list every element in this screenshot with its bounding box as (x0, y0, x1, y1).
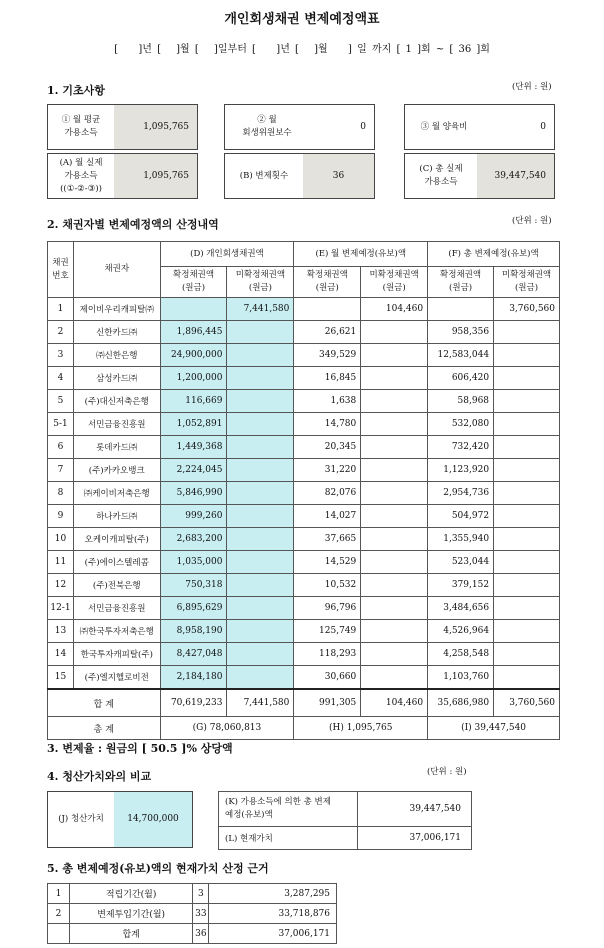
row-no: 12 (48, 574, 74, 597)
row-d2 (227, 620, 294, 643)
liquidation-box (47, 791, 193, 848)
row-creditor: ㈜한국투자저축은행 (73, 620, 160, 643)
table-row (48, 298, 560, 321)
row-d1: 999,260 (160, 505, 227, 528)
row-e2 (361, 436, 428, 459)
section2-title: 2. 채권자별 변제예정액의 산정내역 (47, 218, 219, 231)
row-e2 (361, 620, 428, 643)
row-f2 (494, 643, 560, 666)
row-f2 (494, 597, 560, 620)
basis-table (47, 883, 337, 944)
row-f1: 2,954,736 (428, 482, 494, 505)
basis-no (48, 924, 70, 944)
section1-unit: (단위 : 원) (512, 82, 552, 92)
row-e1: 125,749 (294, 620, 361, 643)
row-creditor: 삼성카드㈜ (73, 367, 160, 390)
row-e2 (361, 413, 428, 436)
table-row (48, 620, 560, 643)
row-no: 12-1 (48, 597, 74, 620)
header-creditor: 채권자 (73, 242, 160, 298)
row-no: 5 (48, 390, 74, 413)
total-value: 39,447,540 (477, 154, 554, 198)
total-label: (C) 총 실제 가용소득 (419, 164, 463, 187)
row-creditor: 오케이캐피탈(주) (73, 528, 160, 551)
basis-label: 변제투입기간(월) (69, 904, 192, 924)
basis-value: 3,287,295 (209, 884, 337, 904)
row-no: 10 (48, 528, 74, 551)
row-e1: 14,027 (294, 505, 361, 528)
row-d1: 116,669 (160, 390, 227, 413)
row-f1: 4,258,548 (428, 643, 494, 666)
row-creditor: 하나카드㈜ (73, 505, 160, 528)
header-e-confirmed: 확정채권액 (원금) (294, 267, 361, 298)
basis-no: 1 (48, 884, 70, 904)
row-d1: 2,184,180 (160, 666, 227, 690)
row-d1: 8,958,190 (160, 620, 227, 643)
table-row (48, 505, 560, 528)
sum-f1: 35,686,980 (428, 689, 494, 717)
row-creditor: (주)전북은행 (73, 574, 160, 597)
count-box (224, 153, 375, 199)
sum-label: 합 계 (48, 689, 161, 717)
sum-d2: 7,441,580 (227, 689, 294, 717)
row-creditor: 서민금융진흥원 (73, 413, 160, 436)
basis-label: 적립기간(월) (69, 884, 192, 904)
row-e1: 82,076 (294, 482, 361, 505)
page-title: 개인회생채권 변제예정액표 (224, 12, 380, 27)
row-creditor: (주)엘지헬로비전 (73, 666, 160, 690)
header-e-unconfirmed: 미확정채권액 (원금) (361, 267, 428, 298)
row-creditor: 한국투자캐피탈(주) (73, 643, 160, 666)
row-f2 (494, 620, 560, 643)
row-f2 (494, 344, 560, 367)
row-no: 9 (48, 505, 74, 528)
row-e1: 349,529 (294, 344, 361, 367)
row-e2 (361, 321, 428, 344)
row-d1: 2,224,045 (160, 459, 227, 482)
child-label: ③ 월 양육비 (420, 121, 468, 132)
header-f-confirmed: 확정채권액 (원금) (428, 267, 494, 298)
row-d1: 2,683,200 (160, 528, 227, 551)
row-f1: 379,152 (428, 574, 494, 597)
row-no: 5-1 (48, 413, 74, 436)
table-row (48, 459, 560, 482)
row-f2 (494, 528, 560, 551)
reimb-label: ② 월 회생위원보수 (242, 115, 292, 138)
row-e1: 16,845 (294, 367, 361, 390)
basis-months: 3 (193, 884, 209, 904)
row-d2 (227, 643, 294, 666)
row-f1: 1,103,760 (428, 666, 494, 690)
k-label: (K) 가용소득에 의한 총 변제 예정(유보)액 (219, 792, 358, 827)
basis-months: 36 (193, 924, 209, 944)
count-value: 36 (303, 154, 374, 198)
table-row (48, 321, 560, 344)
header-d-unconfirmed: 미확정채권액 (원금) (227, 267, 294, 298)
row-d1: 5,846,990 (160, 482, 227, 505)
row-f1: 3,484,656 (428, 597, 494, 620)
row-f2 (494, 482, 560, 505)
row-d1: 6,895,629 (160, 597, 227, 620)
reimb-box (224, 104, 375, 150)
row-e1: 37,665 (294, 528, 361, 551)
row-e2 (361, 551, 428, 574)
table-row (48, 528, 560, 551)
row-e1: 20,345 (294, 436, 361, 459)
section3-title: 3. 변제율 : 원금의 [ 50.5 ]% 상당액 (47, 742, 233, 755)
row-f1: 4,526,964 (428, 620, 494, 643)
row-no: 2 (48, 321, 74, 344)
row-f2 (494, 666, 560, 690)
row-d2 (227, 505, 294, 528)
income-label: ① 월 평균 가용소득 (61, 115, 101, 138)
row-d1: 1,052,891 (160, 413, 227, 436)
section4-unit: (단위 : 원) (427, 767, 467, 777)
row-no: 8 (48, 482, 74, 505)
section4-title: 4. 청산가치와의 비교 (47, 770, 152, 783)
row-creditor: (주)에이스텔레콤 (73, 551, 160, 574)
count-label: (B) 변제횟수 (239, 170, 289, 181)
table-row (48, 367, 560, 390)
row-d2 (227, 482, 294, 505)
row-e1: 14,780 (294, 413, 361, 436)
row-no: 4 (48, 367, 74, 390)
total-box (404, 153, 555, 199)
basis-row (48, 884, 337, 904)
row-no: 13 (48, 620, 74, 643)
row-f1: 504,972 (428, 505, 494, 528)
row-creditor: ㈜케이비저축은행 (73, 482, 160, 505)
row-d2 (227, 321, 294, 344)
table-row (48, 597, 560, 620)
row-creditor: 롯데카드㈜ (73, 436, 160, 459)
row-f2 (494, 390, 560, 413)
liquidation-value: 14,700,000 (114, 792, 192, 847)
header-no: 채권 번호 (48, 242, 74, 298)
row-d2 (227, 413, 294, 436)
row-e1: 31,220 (294, 459, 361, 482)
actual-value: 1,095,765 (114, 154, 197, 198)
row-e1: 26,621 (294, 321, 361, 344)
k-value: 39,447,540 (358, 792, 472, 827)
row-e1 (294, 298, 361, 321)
row-f1: 1,123,920 (428, 459, 494, 482)
row-d2 (227, 367, 294, 390)
row-no: 3 (48, 344, 74, 367)
row-no: 6 (48, 436, 74, 459)
row-e2 (361, 390, 428, 413)
total-i: (I) 39,447,540 (428, 717, 560, 740)
table-row (48, 344, 560, 367)
row-d2 (227, 551, 294, 574)
period-line: [ ]년 [ ]월 [ ]일부터 [ ]년 [ ]월 ] 일 까지 [ 1 ]회 ~ [ 36 ]회 (114, 44, 490, 55)
row-creditor: ㈜신한은행 (73, 344, 160, 367)
table-row (48, 413, 560, 436)
row-e2 (361, 597, 428, 620)
row-creditor: (주)대신저축은행 (73, 390, 160, 413)
row-e2 (361, 505, 428, 528)
row-f1: 532,080 (428, 413, 494, 436)
row-creditor: 서민금융진흥원 (73, 597, 160, 620)
row-f2 (494, 436, 560, 459)
row-f1 (428, 298, 494, 321)
basis-row (48, 924, 337, 944)
row-e2 (361, 643, 428, 666)
table-row (48, 436, 560, 459)
basis-value: 33,718,876 (209, 904, 337, 924)
row-e1: 96,796 (294, 597, 361, 620)
row-f1: 523,044 (428, 551, 494, 574)
table-row (48, 666, 560, 690)
row-d2 (227, 528, 294, 551)
row-e2 (361, 482, 428, 505)
row-e1: 14,529 (294, 551, 361, 574)
row-f1: 958,356 (428, 321, 494, 344)
section2-unit: (단위 : 원) (512, 216, 552, 226)
basis-no: 2 (48, 904, 70, 924)
row-f1: 58,968 (428, 390, 494, 413)
section5-title: 5. 총 변제예정(유보)액의 현재가치 산정 근거 (47, 862, 269, 875)
header-d-confirmed: 확정채권액 (원금) (160, 267, 227, 298)
table-row (48, 574, 560, 597)
row-e1: 30,660 (294, 666, 361, 690)
row-e2 (361, 528, 428, 551)
row-f1: 1,355,940 (428, 528, 494, 551)
l-value: 37,006,171 (358, 827, 472, 850)
income-box (47, 104, 198, 150)
row-creditor: 제이비우리캐피탈㈜ (73, 298, 160, 321)
total-g: (G) 78,060,813 (160, 717, 294, 740)
row-creditor: 신한카드㈜ (73, 321, 160, 344)
basis-months: 33 (193, 904, 209, 924)
row-f2 (494, 551, 560, 574)
sum-d1: 70,619,233 (160, 689, 227, 717)
child-box (404, 104, 555, 150)
total-label: 총 계 (48, 717, 161, 740)
liquidation-label: (J) 청산가치 (58, 814, 104, 824)
section1-title: 1. 기초사항 (47, 84, 105, 97)
basis-label: 합계 (69, 924, 192, 944)
row-d1: 1,449,368 (160, 436, 227, 459)
table-row (48, 643, 560, 666)
row-creditor: (주)카카오뱅크 (73, 459, 160, 482)
row-e1: 118,293 (294, 643, 361, 666)
row-e2 (361, 459, 428, 482)
row-no: 1 (48, 298, 74, 321)
total-h: (H) 1,095,765 (294, 717, 428, 740)
present-value-table (218, 791, 472, 850)
row-no: 11 (48, 551, 74, 574)
table-row (48, 551, 560, 574)
child-value: 0 (540, 122, 546, 132)
row-e2 (361, 666, 428, 690)
table-row (48, 482, 560, 505)
row-e2: 104,460 (361, 298, 428, 321)
row-f2 (494, 574, 560, 597)
row-e2 (361, 344, 428, 367)
header-f: (F) 총 변제예정(유보)액 (428, 242, 560, 267)
header-f-unconfirmed: 미확정채권액 (원금) (494, 267, 560, 298)
actual-label: (A) 월 실제 가용소득 ((①-②-③)) (59, 157, 103, 194)
row-d1 (160, 298, 227, 321)
actual-box (47, 153, 198, 199)
row-d2 (227, 574, 294, 597)
row-f2 (494, 413, 560, 436)
row-d2: 7,441,580 (227, 298, 294, 321)
row-d2 (227, 390, 294, 413)
row-f2 (494, 367, 560, 390)
row-f2 (494, 459, 560, 482)
row-f2 (494, 321, 560, 344)
row-e1: 10,532 (294, 574, 361, 597)
row-no: 15 (48, 666, 74, 690)
sum-e2: 104,460 (361, 689, 428, 717)
reimb-value: 0 (360, 122, 366, 132)
row-f1: 732,420 (428, 436, 494, 459)
row-d1: 1,035,000 (160, 551, 227, 574)
row-d2 (227, 597, 294, 620)
row-e1: 1,638 (294, 390, 361, 413)
row-d1: 8,427,048 (160, 643, 227, 666)
row-e2 (361, 367, 428, 390)
row-d2 (227, 436, 294, 459)
row-d1: 750,318 (160, 574, 227, 597)
row-f2 (494, 505, 560, 528)
header-d: (D) 개인회생채권액 (160, 242, 294, 267)
row-d1: 1,896,445 (160, 321, 227, 344)
row-no: 7 (48, 459, 74, 482)
sum-e1: 991,305 (294, 689, 361, 717)
row-e2 (361, 574, 428, 597)
row-d1: 24,900,000 (160, 344, 227, 367)
l-label: (L) 현재가치 (219, 827, 358, 850)
row-no: 14 (48, 643, 74, 666)
sum-f2: 3,760,560 (494, 689, 560, 717)
income-value: 1,095,765 (114, 105, 197, 149)
basis-row (48, 904, 337, 924)
row-f1: 606,420 (428, 367, 494, 390)
row-d2 (227, 666, 294, 690)
row-f2: 3,760,560 (494, 298, 560, 321)
basis-value: 37,006,171 (209, 924, 337, 944)
row-f1: 12,583,044 (428, 344, 494, 367)
row-d1: 1,200,000 (160, 367, 227, 390)
header-e: (E) 월 변제예정(유보)액 (294, 242, 428, 267)
row-d2 (227, 344, 294, 367)
row-d2 (227, 459, 294, 482)
creditor-table (47, 241, 560, 740)
table-row (48, 390, 560, 413)
